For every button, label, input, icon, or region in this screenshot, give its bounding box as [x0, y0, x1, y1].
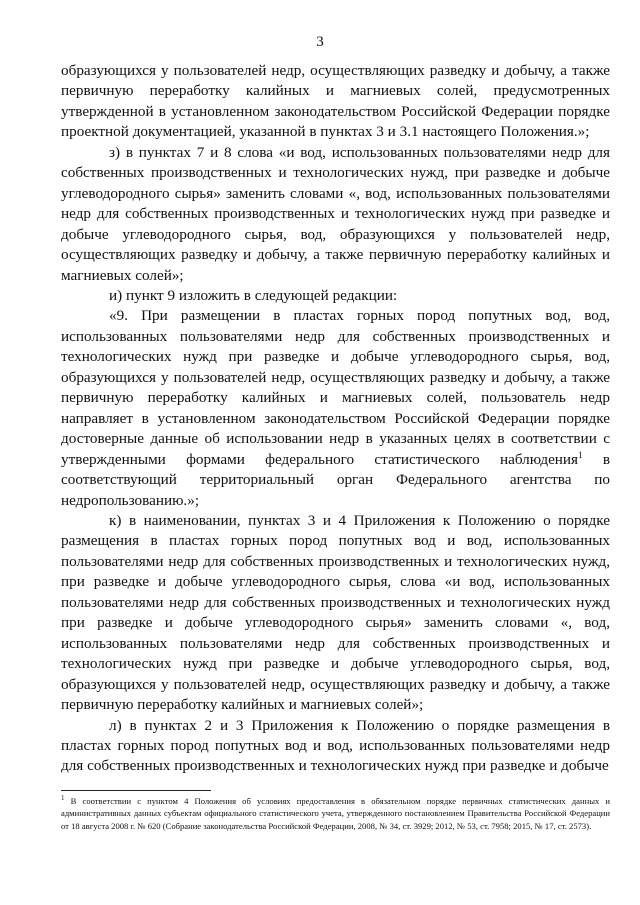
footnote-text: В соответствии с пунктом 4 Положения об условиях предоставления в обязательном порядке первичных статистических данных и административных данных субъектам официального статистического учета, утвержденного постановлением Правительства Российской Федерации от 18 августа 2008 г. № 620 (Собрание законодательства Российской Федерации, 2008, № 34, ст. 3929; 2012, № 53, ст. 7958; 2015, № 17, ст. 2573).: [61, 796, 610, 831]
footnote-separator: [61, 790, 211, 791]
paragraph-point-9-text-end: в соответствующий территориальный орган Федерального агентства по недропользованию.»;: [61, 450, 610, 509]
footnote-marker: 1: [61, 794, 65, 803]
footnote: [61, 795, 610, 832]
paragraph-point-9: [61, 306, 610, 511]
paragraph-item-l: л) в пунктах 2 и 3 Приложения к Положению о порядке размещения в пластах горных пород попутных вод и вод, использованных пользователями недр для собственных производственных и технологических нужд при разведке и добыче: [61, 716, 610, 775]
paragraph-item-z: з) в пунктах 7 и 8 слова «и вод, использованных пользователями недр для собственных производственных и технологических нужд, при разведке и добыче углеводородного сырья» заменить словами «, вод, использованных пользователями недр для собственных производственных и технологических нужд при разведке и добыче углеводородного сырья, вод, образующихся у пользователей недр, осуществляющих разведку и добычу, а также первичную переработку калийных и магниевых солей»;: [61, 143, 610, 284]
paragraph-item-k: к) в наименовании, пунктах 3 и 4 Приложения к Положению о порядке размещения в пластах горных пород попутных вод и вод, использованных пользователями недр для собственных производственных и технологических нужд, при разведке и добыче углеводородного сырья, слова «и вод, использованных пользователями недр для собственных производственных и технологических нужд при разведке и добыче углеводородного сырья» заменить словами «, вод, использованных пользователями недр для собственных производственных и технологических нужд при разведке и добыче углеводородного сырья, вод, образующихся у пользователей недр, осуществляющих разведку и добычу, а также первичную переработку калийных и магниевых солей»;: [61, 511, 610, 714]
paragraph-continuation: образующихся у пользователей недр, осуществляющих разведку и добычу, а также первичную переработку калийных и магниевых солей, предусмотренных утвержденной в установленном законодательством Российской Федерации порядке проектной документацией, указанной в пунктах 3 и 3.1 настоящего Положения.»;: [61, 62, 610, 141]
page-number: 3: [316, 34, 324, 50]
paragraph-point-9-text: «9. При размещении в пластах горных пород попутных вод, вод, использованных пользователями недр для собственных производственных и технологических нужд при разведке и добыче углеводородного сырья, вод, образующихся у пользователей недр, осуществляющих разведку и добычу, а также первичную переработку калийных и магниевых солей, пользователь недр направляет в установленном законодательством Российской Федерации порядке достоверные данные об использовании недр в указанных целях в соответствии с утвержденными формами федерального статистического наблюдения: [61, 307, 610, 468]
footnote-reference: 1: [578, 449, 583, 460]
paragraph-item-i: и) пункт 9 изложить в следующей редакции:: [109, 286, 398, 304]
body-text: [61, 61, 610, 777]
